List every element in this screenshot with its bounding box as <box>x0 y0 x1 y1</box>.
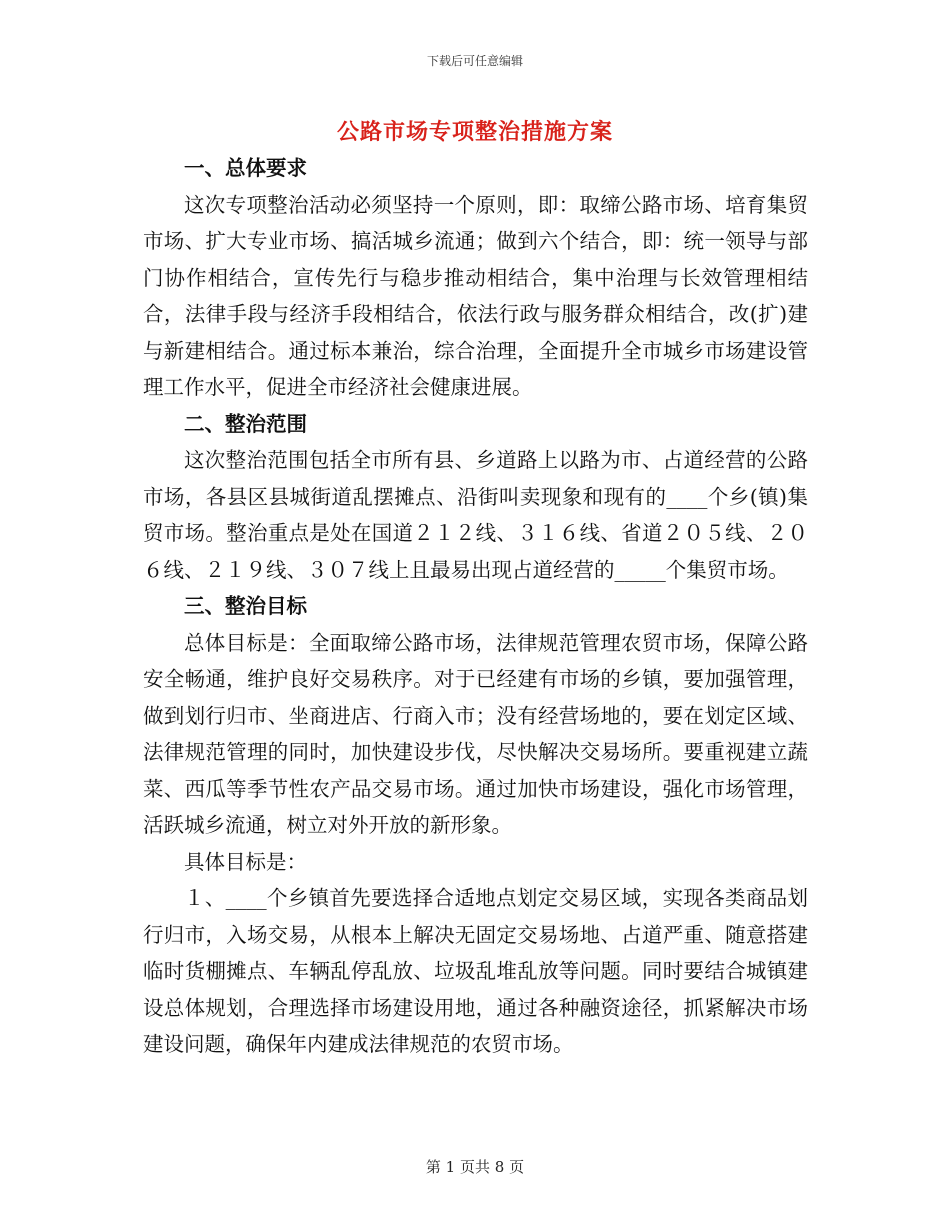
section-heading-general-requirements: 一、总体要求 <box>184 156 307 180</box>
header-note: 下载后可任意编辑 <box>426 54 523 68</box>
document-body <box>143 150 808 1063</box>
paragraph-scope: 这次整治范围包括全市所有县、乡道路上以路为市、占道经营的公路市场，各县区县城街道乱摆摊点、沿街叫卖现象和现有的____个乡(镇)集贸市场。整治重点是处在国道２１２线、３１６线、省道２０５线、２０６线、２１９线、３０７线上且最易出现占道经营的_____个集贸市场。 <box>143 448 808 582</box>
paragraph-specific-objective-1: １、____个乡镇首先要选择合适地点划定交易区域，实现各类商品划行归市，入场交易，从根本上解决无固定交易场地、占道严重、随意搭建临时货棚摊点、车辆乱停乱放、垃圾乱堆乱放等问题。同时要结合城镇建设总体规划，合理选择市场建设用地，通过各种融资途径，抓紧解决市场建设问题，确保年内建成法律规范的农贸市场。 <box>143 886 808 1056</box>
page-footer: 第 1 页共 8 页 <box>425 1158 525 1176</box>
paragraph-specific-objectives-intro: 具体目标是： <box>184 849 307 874</box>
section-heading-scope: 二、整治范围 <box>184 411 307 436</box>
paragraph-general-requirements: 这次专项整治活动必须坚持一个原则，即：取缔公路市场、培育集贸市场、扩大专业市场、搞活城乡流通；做到六个结合，即：统一领导与部门协作相结合，宣传先行与稳步推动相结合，集中治理与长效管理相结合，法律手段与经济手段相结合，依法行政与服务群众相结合，改(扩)建与新建相结合。通过标本兼治，综合治理，全面提升全市城乡市场建设管理工作水平，促进全市经济社会健康进展。 <box>143 192 808 399</box>
section-heading-objectives: 三、整治目标 <box>184 594 307 618</box>
paragraph-overall-objective: 总体目标是：全面取缔公路市场，法律规范管理农贸市场，保障公路安全畅通，维护良好交易秩序。对于已经建有市场的乡镇，要加强管理，做到划行归市、坐商进店、行商入市；没有经营场地的，要在划定区域、法律规范管理的同时，加快建设步伐，尽快解决交易场所。要重视建立蔬菜、西瓜等季节性农产品交易市场。通过加快市场建设，强化市场管理，活跃城乡流通，树立对外开放的新形象。 <box>143 630 808 837</box>
document-title: 公路市场专项整治措施方案 <box>336 119 613 145</box>
